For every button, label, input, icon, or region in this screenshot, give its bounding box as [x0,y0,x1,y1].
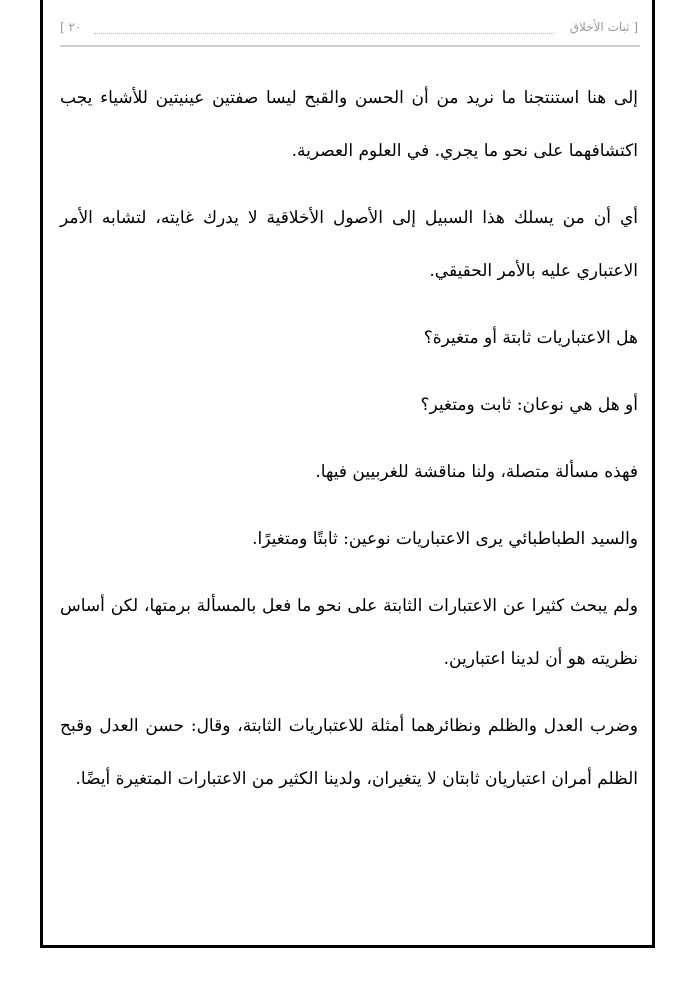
page-number: ٢٠ ] [60,20,82,34]
paragraph: إلى هنا استنتجنا ما نريد من أن الحسن والقبح ليسا صفتين عينيتين للأشياء يجب اكتشافهما على نحو ما يجري. في العلوم العصرية. [60,88,638,161]
running-header [60,20,638,42]
paragraph: أي أن من يسلك هذا السبيل إلى الأصول الأخلاقية لا يدرك غايته، لتشابه الأمر الاعتباري عليه بالأمر الحقيقي. [60,208,638,281]
book-title: [ ثبات الأخلاق [569,20,638,34]
paragraph: والسيد الطباطبائي يرى الاعتباريات نوعين: ثابتًا ومتغيرًا. [252,529,638,549]
paragraph: فهذه مسألة متصلة، ولنا مناقشة للغربيين فيها. [315,462,638,482]
paragraph: وضرب العدل والظلم ونظائرهما أمثلة للاعتباريات الثابتة، وقال: حسن العدل وقبح الظلم أمران اعتباريان ثابتان لا يتغيران، ولدينا الكثير من الاعتبارات المتغيرة أيضًا. [60,716,638,789]
paragraph: ولم يبحث كثيرا عن الاعتبارات الثابتة على نحو ما فعل بالمسألة برمتها، لكن أساس نظريته هو أن لدينا اعتبارين. [60,596,638,669]
paragraph: أو هل هي نوعان: ثابت ومتغير؟ [420,395,638,415]
page-body [60,72,638,820]
paragraph: هل الاعتباريات ثابتة أو متغيرة؟ [423,328,638,348]
header-dot-leader [94,33,554,34]
header-rule [60,45,640,47]
